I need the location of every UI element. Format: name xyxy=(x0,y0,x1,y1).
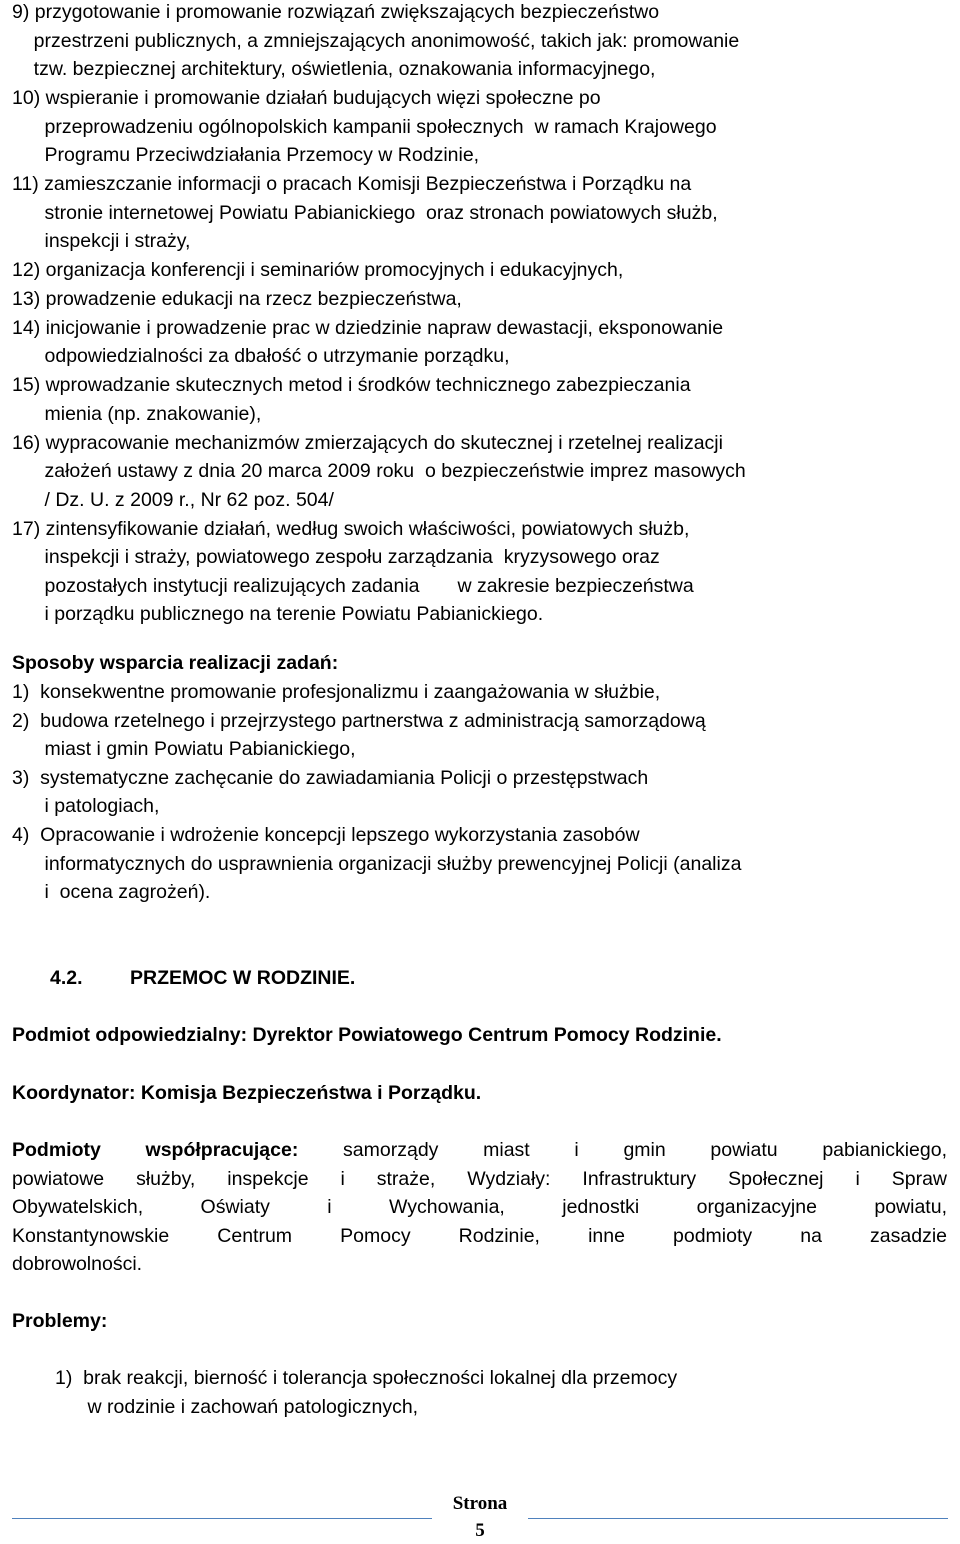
list-item-line: i porządku publicznego na terenie Powiatu Pabianickiego. xyxy=(12,603,544,626)
list-item xyxy=(55,1364,960,1421)
list-item-line: 3) systematyczne zachęcanie do zawiadamiania Policji o przestępstwach xyxy=(12,766,649,789)
list-item xyxy=(12,821,952,907)
list-item-line: 4) Opracowanie i wdrożenie koncepcji lepszego wykorzystania zasobów xyxy=(12,824,640,846)
list-item xyxy=(12,0,952,84)
list-item-line: 2) budowa rzetelnego i przejrzystego partnerstwa z administracją samorządową xyxy=(12,709,706,732)
coordinator-line: Koordynator: Komisja Bezpieczeństwa i Porządku. xyxy=(12,1082,482,1104)
list-item xyxy=(12,170,952,256)
list-item-line: w rodzinie i zachowań patologicznych, xyxy=(55,1395,419,1418)
list-item xyxy=(12,285,952,314)
list-item-line: mienia (np. znakowanie), xyxy=(12,402,262,425)
list-item-line: 17) zintensyfikowanie działań, według swoich właściwości, powiatowych służb, xyxy=(12,517,690,540)
list-item-line: i patologiach, xyxy=(12,795,160,818)
cooperating-line: Obywatelskich, Oświaty i Wychowania, jednostki organizacyjne powiatu, xyxy=(12,1196,947,1219)
list-item xyxy=(12,314,952,371)
responsible-line: Podmiot odpowiedzialny: Dyrektor Powiatowego Centrum Pomocy Rodzinie. xyxy=(12,1024,722,1046)
list-item xyxy=(12,429,952,515)
list-item xyxy=(12,371,952,428)
list-item xyxy=(12,707,952,764)
list-item-line: przeprowadzeniu ogólnopolskich kampanii społecznych w ramach Krajowego xyxy=(12,115,717,138)
cooperating-label: Podmioty współpracujące: xyxy=(12,1139,299,1161)
list-item-line: inspekcji i straży, xyxy=(12,230,191,253)
list-item-line: inspekcji i straży, powiatowego zespołu zarządzania kryzysowego oraz xyxy=(12,546,660,569)
list-item-line: 12) organizacja konferencji i seminariów promocyjnych i edukacyjnych, xyxy=(12,259,624,282)
list-item-line: 1) brak reakcji, bierność i tolerancja społeczności lokalnej dla przemocy xyxy=(55,1367,678,1389)
list-item-line: 10) wspieranie i promowanie działań budujących więzi społeczne po xyxy=(12,87,601,110)
list-item-line: przestrzeni publicznych, a zmniejszających anonimowość, takich jak: promowanie xyxy=(12,29,740,52)
list-item-line: założeń ustawy z dnia 20 marca 2009 roku o bezpieczeństwie imprez masowych xyxy=(12,460,746,483)
cooperating-text-first: samorządy miast i gmin powiatu pabianickiego, xyxy=(343,1139,947,1161)
list-item-line: odpowiedzialności za dbałość o utrzymanie porządku, xyxy=(12,345,510,368)
cooperating-first-line xyxy=(12,1136,947,1165)
footer-rule-right xyxy=(528,1518,948,1519)
list-item xyxy=(12,678,952,707)
problems-heading: Problemy: xyxy=(12,1310,108,1332)
list-item-line: 1) konsekwentne promowanie profesjonalizmu i zaangażowania w służbie, xyxy=(12,681,661,703)
list-item-line: tzw. bezpiecznej architektury, oświetlenia, oznakowania informacyjnego, xyxy=(12,58,656,81)
list-item-line: pozostałych instytucji realizujących zadania w zakresie bezpieczeństwa xyxy=(12,574,694,597)
list-item xyxy=(12,84,952,170)
list-item-line: / Dz. U. z 2009 r., Nr 62 poz. 504/ xyxy=(12,488,334,511)
cooperating-line: Konstantynowskie Centrum Pomocy Rodzinie, inne podmioty na zasadzie xyxy=(12,1224,947,1247)
list-item xyxy=(12,764,952,821)
footer-page-number: 5 xyxy=(475,1520,485,1541)
list-item-line: miast i gmin Powiatu Pabianickiego, xyxy=(12,738,356,761)
cooperating-line: dobrowolności. xyxy=(12,1253,143,1276)
list-item-line: 14) inicjowanie i prowadzenie prac w dziedzinie napraw dewastacji, eksponowanie xyxy=(12,316,724,339)
support-heading: Sposoby wsparcia realizacji zadań: xyxy=(12,652,339,674)
section-number: 4.2. xyxy=(50,967,83,989)
list-item-line: Programu Przeciwdziałania Przemocy w Rodzinie, xyxy=(12,144,480,167)
list-item xyxy=(12,515,952,629)
list-item xyxy=(12,256,952,285)
cooperating-line: powiatowe służby, inspekcje i straże, Wydziały: Infrastruktury Społecznej i Spraw xyxy=(12,1167,947,1190)
cooperating-paragraph xyxy=(12,1136,947,1279)
footer-rule-left xyxy=(12,1518,432,1519)
list-item-line: informatycznych do usprawnienia organizacji służby prewencyjnej Policji (analiza xyxy=(12,852,742,875)
list-item-line: stronie internetowej Powiatu Pabianickiego oraz stronach powiatowych służb, xyxy=(12,201,718,224)
footer-label: Strona xyxy=(452,1493,508,1514)
section-title: PRZEMOC W RODZINIE. xyxy=(130,967,356,989)
list-item-line: i ocena zagrożeń). xyxy=(12,881,211,904)
list-item-line: 11) zamieszczanie informacji o pracach Komisji Bezpieczeństwa i Porządku na xyxy=(12,173,692,196)
list-item-line: 16) wypracowanie mechanizmów zmierzających do skutecznej i rzetelnej realizacji xyxy=(12,431,723,454)
list-item-line: 15) wprowadzanie skutecznych metod i środków technicznego zabezpieczania xyxy=(12,374,691,397)
list-item-line: 9) przygotowanie i promowanie rozwiązań zwiększających bezpieczeństwo xyxy=(12,1,660,23)
list-item-line: 13) prowadzenie edukacji na rzecz bezpieczeństwa, xyxy=(12,288,462,310)
